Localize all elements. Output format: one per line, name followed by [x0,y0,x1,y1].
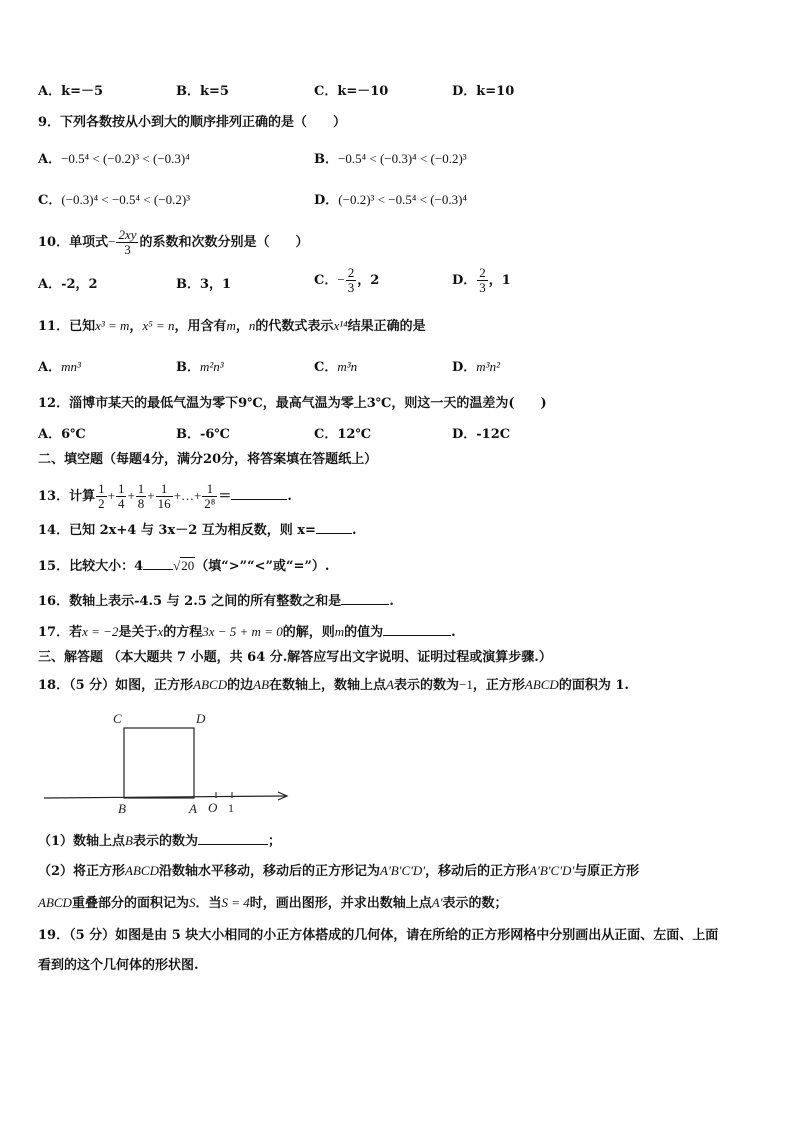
q15-answer-blank[interactable] [143,557,173,570]
q8-option-c: C．k=－10 [314,84,389,99]
q17-stem: 17．若x = −2是关于x的方程3x − 5 + m = 0的解，则m的值为 . [38,624,456,640]
q11-stem: 11．已知x³ = m，x⁵ = n，用含有m，n的代数式表示x¹⁴结果正确的是 [38,318,426,334]
q12-option-c: C．12℃ [314,427,372,442]
q13-answer-blank[interactable] [231,487,287,500]
q19-stem-line-2: 看到的这个几何体的形状图. [38,958,199,973]
q10-option-d: D． $\frac{2}{3}$ ，1 [452,265,511,295]
q9-stem: 9．下列各数按从小到大的顺序排列正确的是（ ） [38,115,347,130]
q9-option-a: A．−0.5⁴ < (−0.2)³ < (−0.3)⁴ [38,151,190,167]
q14-answer-blank[interactable] [316,521,352,534]
q10-option-a: A．-2，2 [38,277,98,292]
label-d: D [196,711,206,726]
q10-stem: 10．单项式− $\frac{2xy}{3}$ 的系数和次数分别是（ ） [38,227,309,257]
square-number-line-figure [40,708,300,818]
label-b: B [118,801,126,816]
label-1: 1 [228,801,234,815]
q8-option-a: A．k=－5 [38,84,104,99]
q9-option-c: C．(−0.3)⁴ < −0.5⁴ < (−0.2)³ [38,192,191,208]
label-a: A [189,801,197,816]
q16-stem: 16．数轴上表示-4.5 与 2.5 之间的所有整数之和是 . [38,594,394,609]
square-abcd [124,728,194,798]
q8-option-d: D．k=10 [452,84,515,99]
q12-option-a: A．6℃ [38,427,86,442]
q11-option-c: C．m³n [314,359,358,375]
q10-option-c: C．− $\frac{2}{3}$ ，2 [314,265,380,295]
section-2-heading: 二、填空题（每题4分，满分20分，将答案填在答题纸上） [38,452,378,467]
sqrt-20: √20 [173,558,195,573]
q18-1-answer-blank[interactable] [198,832,268,845]
q18-part-1: （1）数轴上点B表示的数为 ； [38,833,282,849]
q8-option-b: B．k=5 [176,84,229,99]
q14-stem: 14．已知 2x+4 与 3x－2 互为相反数，则 x= . [38,523,357,538]
q12-option-d: D．-12C [452,427,511,442]
q9-option-b: B．−0.5⁴ < (−0.3)⁴ < (−0.2)³ [314,151,467,167]
q9-option-d: D．(−0.2)³ < −0.5⁴ < (−0.3)⁴ [314,192,467,208]
q13-stem: 13．计算 $\frac{1}{2}$ + $\frac{1}{4}$ + $\frac{1}{8}$ + $\frac{1}{16}$ +…+ $\frac{1}{\text{2⁸}}$ ＝ . [38,481,292,511]
q11-option-a: A．mn³ [38,359,81,375]
q18-stem: 18．（5 分）如图，正方形ABCD的边AB在数轴上，数轴上点A表示的数为−1，正方形ABCD的面积为 1. [38,677,629,693]
q11-option-b: B．m²n³ [176,359,224,375]
q12-option-b: B．-6℃ [176,427,231,442]
q17-answer-blank[interactable] [383,623,451,636]
label-o: O [208,800,218,815]
q11-option-d: D．m³n² [452,359,500,375]
q15-stem: 15．比较大小：4 √20（填“>”“<”或“=”）. [38,558,330,574]
q10-option-b: B．3，1 [176,277,232,292]
label-c: C [113,711,122,726]
q12-stem: 12．淄博市某天的最低气温为零下9℃，最高气温为零上3℃，则这一天的温差为( ) [38,396,547,411]
q19-stem-line-1: 19．（5 分）如图是由 5 块大小相同的小正方体搭成的几何体，请在所给的正方形网格中分别画出从正面、左面、上面 [38,928,719,943]
section-3-heading: 三、解答题 （本大题共 7 小题，共 64 分.解答应写出文字说明、证明过程或演算步骤.） [38,650,552,665]
q18-part-2-line-2: ABCD重叠部分的面积记为S．当S = 4时，画出图形，并求出数轴上点A'表示的数； [38,895,508,911]
q16-answer-blank[interactable] [341,592,389,605]
q18-part-2-line-1: （2）将正方形ABCD沿数轴水平移动，移动后的正方形记为A'B'C'D'，移动后的正方形A'B'C'D'与原正方形 [38,863,640,879]
